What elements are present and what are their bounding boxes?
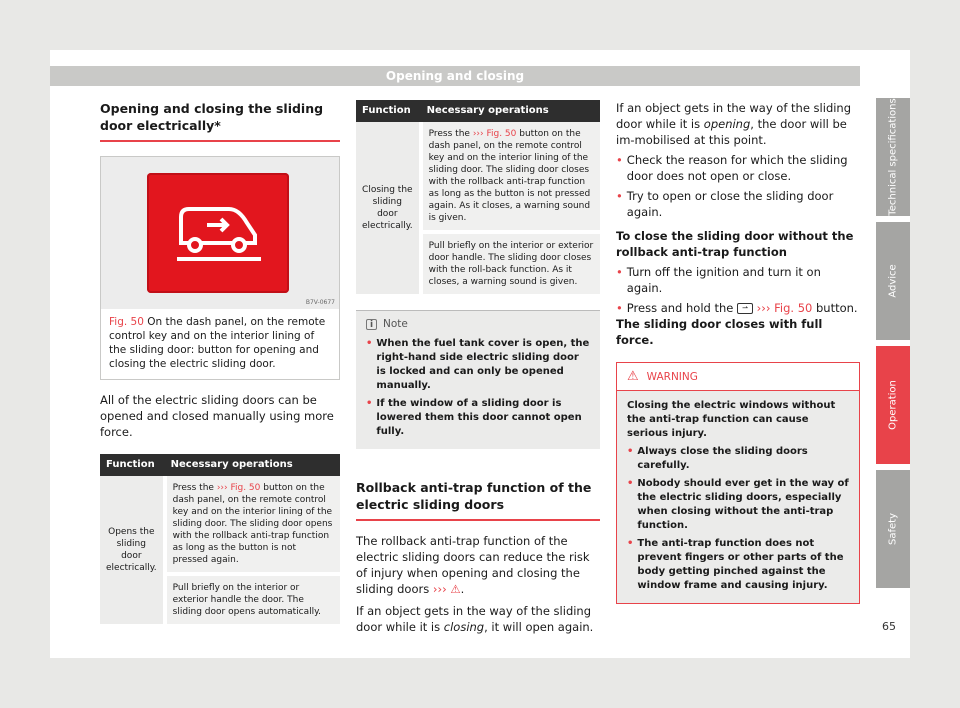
bullet-icon: • — [366, 338, 373, 349]
paragraph-text: If an object gets in the way of the sliding door while it is — [356, 604, 592, 634]
figure-50 — [100, 156, 340, 380]
warning-item-text: Nobody should ever get in the way of the electric sliding doors, especially when closing without the anti-trap function. — [637, 478, 849, 531]
note-item — [366, 337, 590, 393]
bullet-icon: • — [616, 301, 623, 315]
warning-triangle-icon: ⚠ — [627, 369, 639, 384]
bullet-icon: • — [627, 478, 634, 489]
figure-caption-text: On the dash panel, on the remote control key and on the interior lining of the sliding door: button for opening and closing the electric sliding door. — [109, 316, 326, 370]
warning-title: WARNING — [646, 370, 698, 383]
warning-item — [627, 477, 849, 533]
warning-item-text: The anti-trap function does not prevent fingers or other parts of the body getting pinched against the window frame and causing injury. — [637, 538, 844, 591]
subheading: To close the sliding door without the rollback anti-trap function — [616, 229, 854, 259]
note-item — [366, 397, 590, 439]
figure-link[interactable]: ››› Fig. 50 — [472, 129, 517, 139]
warning-item — [627, 445, 849, 473]
tab-label: Operation — [887, 380, 899, 430]
closing-statement: The sliding door closes with full force. — [616, 317, 823, 347]
bullet-icon: • — [616, 189, 623, 203]
warning-header — [617, 363, 859, 391]
list-item-text: Press and hold the — [626, 301, 738, 315]
paragraph-text: , it will open again. — [484, 620, 594, 634]
figure-image — [101, 157, 339, 309]
note-box — [356, 310, 600, 449]
paragraph-emphasis: opening — [703, 117, 751, 131]
table-header-function: Function — [356, 100, 421, 122]
bullet-icon: • — [627, 446, 634, 457]
op-text: button on the dash panel, on the remote control key and on the interior lining of the sliding door. The sliding door opens with the rollback anti-trap function as long as the button is not pressed again. — [172, 483, 333, 565]
note-header — [366, 317, 590, 331]
sliding-door-button-icon: ⇀ — [737, 303, 753, 314]
info-icon — [366, 319, 377, 330]
tab-label: Technical specifications — [887, 98, 899, 216]
column-right — [616, 100, 860, 604]
note-title: Note — [383, 318, 408, 330]
open-operations-table — [100, 454, 340, 628]
column-middle — [356, 100, 600, 635]
intro-paragraph: All of the electric sliding doors can be opened and closed manually using more force. — [100, 393, 334, 439]
column-left — [100, 100, 340, 628]
tab-advice[interactable] — [876, 222, 910, 340]
table-header-operations: Necessary operations — [421, 100, 600, 122]
list-item-text: Check the reason for which the sliding door does not open or close. — [626, 153, 848, 183]
paragraph-text: The rollback anti-trap function of the electric sliding doors can reduce the risk of injury when opening and closing the sliding doors — [356, 534, 590, 596]
figure-code: B7V-0677 — [305, 299, 335, 306]
warning-box — [616, 362, 860, 604]
note-item-text: If the window of a sliding door is lowered them this door cannot open fully. — [376, 398, 582, 437]
bullet-icon: • — [616, 265, 623, 279]
table-header-function: Function — [100, 454, 165, 476]
table-cell-function: Closing the sliding door electrically. — [356, 122, 421, 296]
warning-lead: Closing the electric windows without the anti-trap function can cause serious injury. — [627, 400, 836, 439]
heading-divider — [356, 519, 600, 521]
list-item — [616, 300, 860, 316]
tab-technical-specifications[interactable] — [876, 98, 910, 216]
list-item — [616, 264, 860, 296]
bullet-icon: • — [616, 153, 623, 167]
sliding-door-button-image — [147, 173, 289, 293]
paragraph — [356, 603, 600, 635]
figure-link[interactable]: ››› Fig. 50 — [756, 301, 813, 315]
paragraph-text: , the door will be im-mobilised at this point. — [616, 117, 847, 147]
figure-link[interactable]: ››› Fig. 50 — [216, 483, 261, 493]
op-text: Press the — [428, 129, 473, 139]
warning-item-text: Always close the sliding doors carefully. — [637, 446, 808, 471]
page-header: Opening and closing — [50, 66, 860, 86]
figure-caption — [101, 309, 339, 379]
op-text: button on the dash panel, on the remote control key and on the interior lining of the sliding door. The sliding door closes with the rollback anti-trap function as long as the button is not pressed again. As it closes, a warning sound is given. — [428, 129, 591, 223]
table-header-operations: Necessary operations — [165, 454, 340, 476]
paragraph — [616, 100, 860, 148]
bullet-icon: • — [627, 538, 634, 549]
note-item-text: When the fuel tank cover is open, the right-hand side electric sliding door is locked and can only be opened manually. — [376, 338, 590, 391]
paragraph-text: If an object gets in the way of the sliding door while it is — [616, 101, 852, 131]
figure-label: Fig. 50 — [109, 316, 144, 328]
close-operations-table — [356, 100, 600, 298]
section-heading: Rollback anti-trap function of the electric sliding doors — [356, 480, 592, 512]
list-item — [616, 152, 860, 184]
tab-operation[interactable] — [876, 346, 910, 464]
warning-triangle-icon: ⚠ — [450, 582, 461, 596]
paragraph-emphasis: closing — [443, 620, 485, 634]
table-cell-function: Opens the sliding door electrically. — [100, 476, 165, 626]
section-heading: Opening and closing the sliding door electrically* — [100, 101, 324, 133]
table-cell-operation — [421, 122, 600, 232]
paragraph: The rollback anti-trap function of the electric sliding doors can reduce the risk of injury when opening and closing the sliding doors ››› ⚠. — [356, 534, 590, 596]
tab-label: Advice — [887, 264, 899, 298]
warning-item — [627, 537, 849, 593]
table-cell-operation — [165, 476, 340, 574]
list-item-text: button. — [812, 301, 858, 315]
page-number: 65 — [882, 620, 896, 633]
van-door-icon — [177, 203, 261, 263]
list-item — [616, 188, 860, 220]
table-cell-operation: Pull briefly on the interior or exterior handle the door. The sliding door opens automatically. — [165, 574, 340, 626]
op-text: Press the — [172, 483, 217, 493]
list-item-text: Turn off the ignition and turn it on again. — [626, 265, 821, 295]
heading-divider — [100, 140, 340, 142]
warning-body — [617, 391, 859, 603]
warning-link[interactable]: ››› — [432, 582, 447, 596]
bullet-icon: • — [366, 398, 373, 409]
list-item-text: Try to open or close the sliding door again. — [626, 189, 834, 219]
tab-safety[interactable] — [876, 470, 910, 588]
tab-label: Safety — [887, 513, 899, 545]
table-cell-operation: Pull briefly on the interior or exterior door handle. The sliding door closes with the roll-back function. As it closes, a warning sound is given. — [421, 232, 600, 296]
